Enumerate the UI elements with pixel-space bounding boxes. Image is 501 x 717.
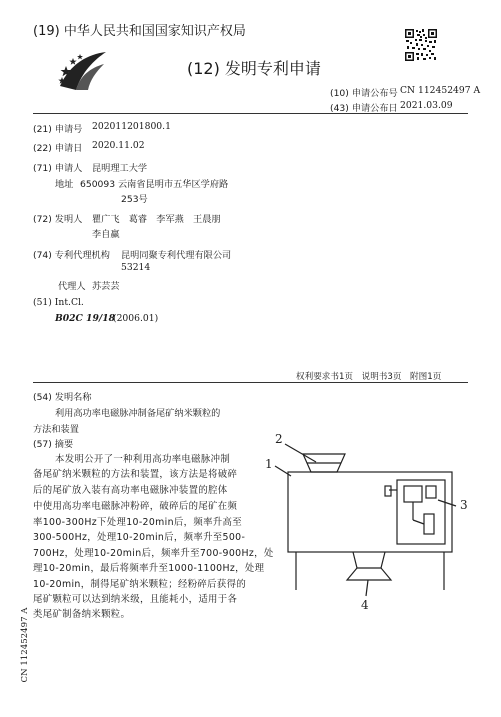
- document-type: (12) 发明专利申请: [187, 59, 321, 78]
- qr-code: [405, 29, 437, 61]
- application-number-value: 202011201800.1: [92, 121, 171, 132]
- invention-title-line-2: 方法和装置: [33, 424, 79, 435]
- abstract-line: 本发明公开了一种利用高功率电磁脉冲制: [55, 454, 231, 465]
- abstract-line: 10-20min，制得尾矿纳米颗粒；经粉碎后获得的: [33, 579, 247, 590]
- cnipa-logo: [56, 46, 108, 92]
- inventor-label: (72) 发明人: [33, 214, 83, 225]
- figure-label-4: 4: [361, 598, 369, 612]
- abstract-line: 率100-300Hz下处理10-20min后，频率升高至: [33, 517, 242, 528]
- abstract-line: 备尾矿纳米颗粒的方法和装置，该方法是将破碎: [33, 469, 238, 480]
- discharge-outlet: [353, 552, 385, 568]
- agency-line-2: 53214: [121, 262, 151, 273]
- abstract-label: (57) 摘要: [33, 439, 74, 450]
- application-date-value: 2020.11.02: [92, 140, 145, 151]
- abstract-line: 尾矿颗粒可以达到纳米级，且能耗小，适用于各: [33, 594, 238, 605]
- figure-label-2: 2: [275, 432, 283, 446]
- invention-title-label: (54) 发明名称: [33, 392, 92, 403]
- application-number-label: (21) 申请号: [33, 124, 83, 135]
- abstract-line: 后的尾矿放入装有高功率电磁脉冲装置的腔体: [33, 485, 228, 496]
- int-cl-code: B02C 19/18: [55, 313, 115, 324]
- abstract-line: 700Hz，处理10-20min后，频率升至700-900Hz，处: [33, 548, 274, 559]
- address-line-1: 650093 云南省昆明市五华区学府路: [80, 179, 229, 190]
- publication-number-label: (10) 申请公布号: [330, 88, 398, 99]
- publication-number-value: CN 112452497 A: [400, 85, 481, 96]
- inventor-line-1: 瞿广飞 葛睿 李军燕 王晨朋: [92, 214, 221, 225]
- publication-date-label: (43) 申请公布日: [330, 103, 398, 114]
- page-counts: 权利要求书1页 说明书3页 附图1页: [296, 372, 442, 382]
- apparatus-figure: [258, 430, 480, 615]
- figure-label-1: 1: [265, 457, 273, 471]
- abstract-line: 类尾矿制备纳米颗粒。: [33, 609, 131, 620]
- int-cl-date: (2006.01): [113, 313, 159, 324]
- abstract-line: 中使用高功率电磁脉冲粉碎，破碎后的尾矿在频: [33, 501, 238, 512]
- int-cl-label: (51) Int.Cl.: [33, 297, 84, 308]
- agency-label: (74) 专利代理机构: [33, 250, 110, 261]
- office-name: (19) 中华人民共和国国家知识产权局: [33, 24, 246, 39]
- inventor-line-2: 李自赢: [92, 229, 120, 240]
- chamber-body: [288, 472, 452, 552]
- abstract-line: 理10-20min，最后将频率升至1000-1100Hz，处理: [33, 563, 265, 574]
- agent-label: 代理人: [58, 281, 86, 292]
- applicant-value: 昆明理工大学: [92, 163, 148, 174]
- application-date-label: (22) 申请日: [33, 143, 83, 154]
- address-line-2: 253号: [121, 194, 148, 205]
- publication-date-value: 2021.03.09: [400, 100, 453, 111]
- header-rule: [33, 113, 468, 114]
- applicant-label: (71) 申请人: [33, 163, 83, 174]
- abstract-line: 300-500Hz，处理10-20min后，频率升至500-: [33, 532, 246, 543]
- address-label: 地址: [55, 179, 74, 190]
- body-rule: [33, 382, 468, 383]
- agent-value: 苏芸芸: [92, 281, 120, 292]
- agency-line-1: 昆明同聚专利代理有限公司: [121, 250, 232, 261]
- side-publication-code: CN 112452497 A: [20, 607, 30, 683]
- invention-title-line-1: 利用高功率电磁脉冲制备尾矿纳米颗粒的: [55, 408, 221, 419]
- figure-label-3: 3: [460, 498, 468, 512]
